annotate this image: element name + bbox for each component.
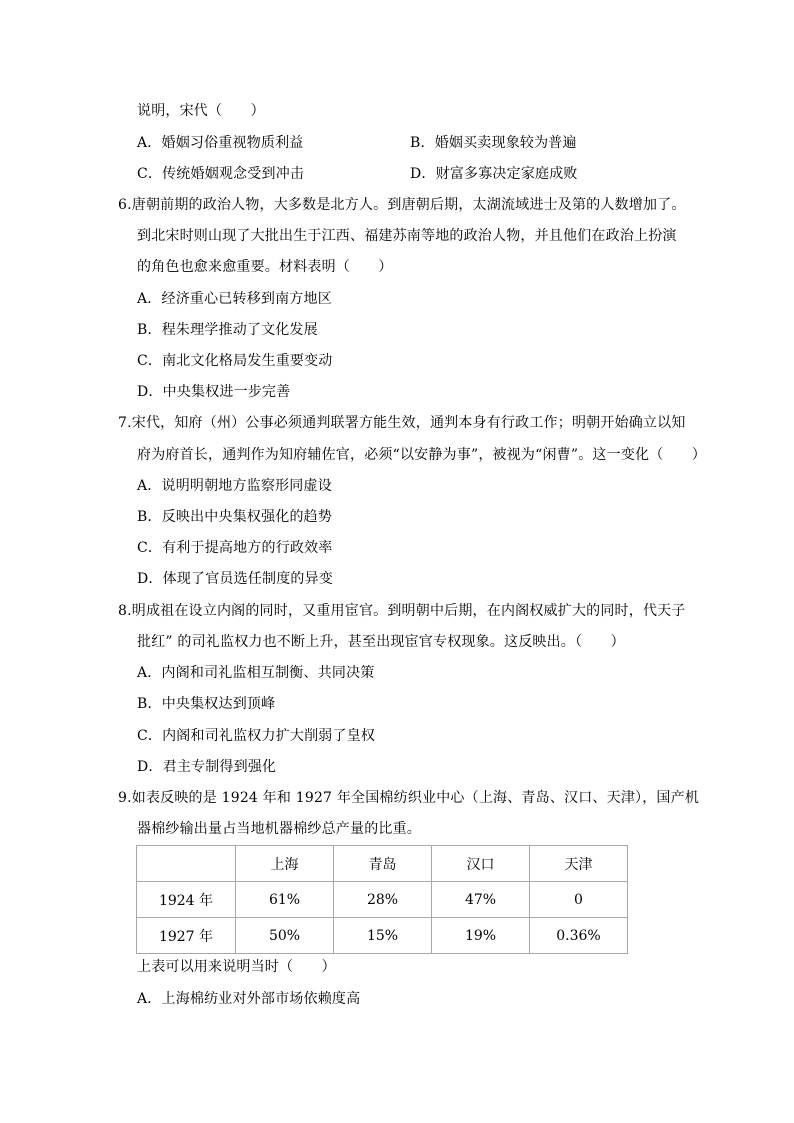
table-cell: 0 [530,882,628,918]
table-header-cell: 天津 [530,846,628,882]
q5-option-a: A．婚姻习俗重视物质利益 [137,135,304,151]
q6-stem-line-2: 到北宋时则山现了大批出生于江西、福建苏南等地的政治人物，并且他们在政治上扮演 [137,228,677,244]
table-header-cell: 青岛 [334,846,432,882]
q6-option-d: D．中央集权进一步完善 [137,384,291,400]
q5-option-b: B．婚姻买卖现象较为普遍 [410,135,577,151]
q7-option-b: B．反映出中央集权强化的趋势 [137,509,333,525]
q9-option-a: A．上海棉纺业对外部市场依赖度高 [137,991,361,1007]
table-header-row [137,846,628,882]
q8-stem-line-1: 8.明成祖在设立内阁的同时，又重用宦官。到明朝中后期，在内阁权威扩大的同时，代天子 [118,603,686,619]
table-cell: 1924 年 [137,882,236,918]
q6-option-b: B．程朱理学推动了文化发展 [137,322,318,338]
q7-option-a: A．说明明朝地方监察形同虚设 [137,478,332,494]
q7-stem-line-1: 7.宋代，知府（州）公事必须通判联署方能生效，通判本身有行政工作；明朝开始确立以知 [118,415,686,431]
table-header-cell: 上海 [236,846,334,882]
q8-option-c: C．内阁和司礼监权力扩大削弱了皇权 [137,728,376,744]
q7-option-c: C．有利于提高地方的行政效率 [137,540,333,556]
q9-stem-line-1: 9.如表反映的是 1924 年和 1927 年全国棉纺织业中心（上海、青岛、汉口、天津），国产机 [118,790,700,806]
q6-option-a: A．经济重心已转移到南方地区 [137,291,332,307]
table-cell: 61% [236,882,334,918]
q8-option-a: A．内阁和司礼监相互制衡、共同决策 [137,665,375,681]
q7-stem-line-2: 府为府首长，通判作为知府辅佐官，必须“以安静为事”，被视为“闲曹”。这一变化（ ） [137,447,707,463]
q5-stem-tail: 说明，宋代（ ） [137,103,265,119]
q6-stem-line-1: 6.唐朝前期的政治人物，大多数是北方人。到唐朝后期，太湖流域进士及第的人数增加了。 [118,197,686,213]
table-cell: 19% [432,918,530,954]
q9-stem-line-2: 器棉纱输出量占当地机器棉纱总产量的比重。 [137,821,421,837]
q5-option-d: D．财富多寡决定家庭成败 [410,166,578,182]
table-row [137,882,628,918]
table-row [137,918,628,954]
q8-option-d: D．君主专制得到强化 [137,759,277,775]
q7-option-d: D．体现了官员选任制度的异变 [137,571,334,587]
table-cell: 15% [334,918,432,954]
q9-stem-after-table: 上表可以用来说明当时（ ） [137,959,336,975]
q8-option-b: B．中央集权达到顶峰 [137,696,276,712]
table-cell: 0.36% [530,918,628,954]
table-header-cell [137,846,236,882]
q6-option-c: C．南北文化格局发生重要变动 [137,353,333,369]
q6-stem-line-3: 的角色也愈来愈重要。材料表明（ ） [137,259,393,275]
table-cell: 50% [236,918,334,954]
cotton-yarn-table [136,845,628,954]
table-cell: 1927 年 [137,918,236,954]
table-cell: 28% [334,882,432,918]
q8-stem-line-2: 批红” 的司礼监权力也不断上升，甚至出现宦官专权现象。这反映出。（ ） [137,634,625,650]
q5-option-c: C．传统婚姻观念受到冲击 [137,166,305,182]
table-cell: 47% [432,882,530,918]
table-header-cell: 汉口 [432,846,530,882]
